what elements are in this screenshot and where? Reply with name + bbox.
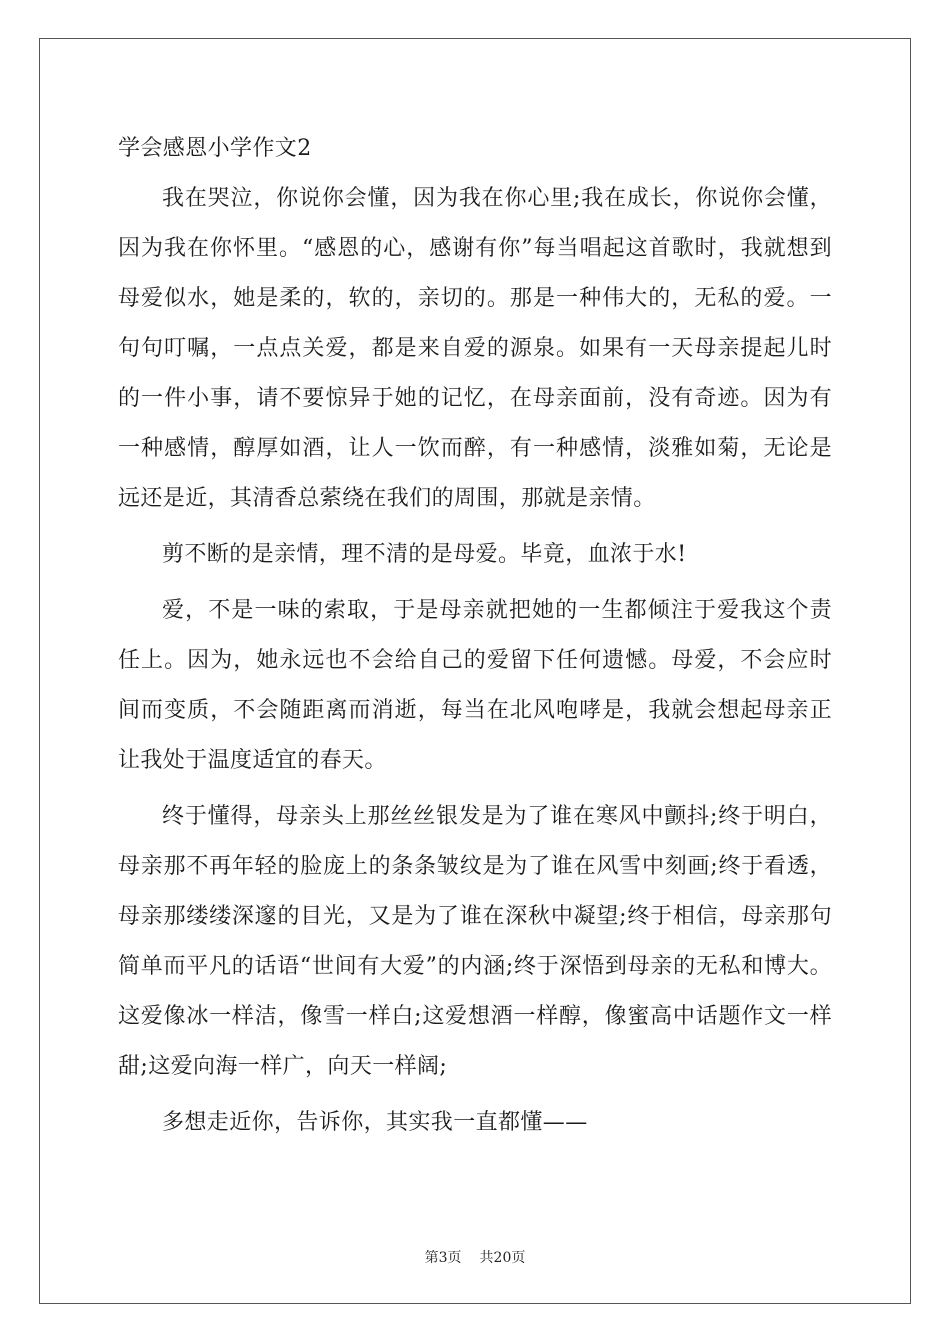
- paragraph-4: 终于懂得，母亲头上那丝丝银发是为了谁在寒风中颤抖;终于明白，母亲那不再年轻的脸庞上的条条皱纹是为了谁在风雪中刻画;终于看透，母亲那缕缕深邃的目光，又是为了谁在深秋中凝望;终于相信，母亲那句简单而平凡的话语“世间有大爱”的内涵;终于深悟到母亲的无私和博大。这爱像冰一样洁，像雪一样白;这爱想酒一样醇，像蜜高中话题作文一样甜;这爱向海一样广，向天一样阔;: [118, 804, 832, 1079]
- document-body: [118, 130, 832, 1160]
- page-footer: [0, 1247, 950, 1267]
- paragraph-3: 爱，不是一味的索取，于是母亲就把她的一生都倾注于爱我这个责任上。因为，她永远也不会给自己的爱留下任何遗憾。母爱，不会应时间而变质，不会随距离而消逝，每当在北风咆哮是，我就会想起母亲正让我处于温度适宜的春天。: [118, 598, 832, 773]
- paragraph-2: 剪不断的是亲情，理不清的是母爱。毕竟，血浓于水!: [162, 542, 687, 567]
- paragraph-5: 多想走近你，告诉你，其实我一直都懂——: [162, 1110, 588, 1135]
- paragraph-1: 我在哭泣，你说你会懂，因为我在你心里;我在成长，你说你会懂，因为我在你怀里。“感恩的心，感谢有你”每当唱起这首歌时，我就想到母爱似水，她是柔的，软的，亲切的。那是一种伟大的，无私的爱。一句句叮嘱，一点点关爱，都是来自爱的源泉。如果有一天母亲提起儿时的一件小事，请不要惊异于她的记忆，在母亲面前，没有奇迹。因为有一种感情，醇厚如酒，让人一饮而醉，有一种感情，淡雅如菊，无论是远还是近，其清香总萦绕在我们的周围，那就是亲情。: [118, 186, 832, 511]
- page-total: 共20页: [479, 1250, 526, 1266]
- page-number: 第3页: [424, 1250, 462, 1266]
- document-title: 学会感恩小学作文2: [118, 136, 312, 161]
